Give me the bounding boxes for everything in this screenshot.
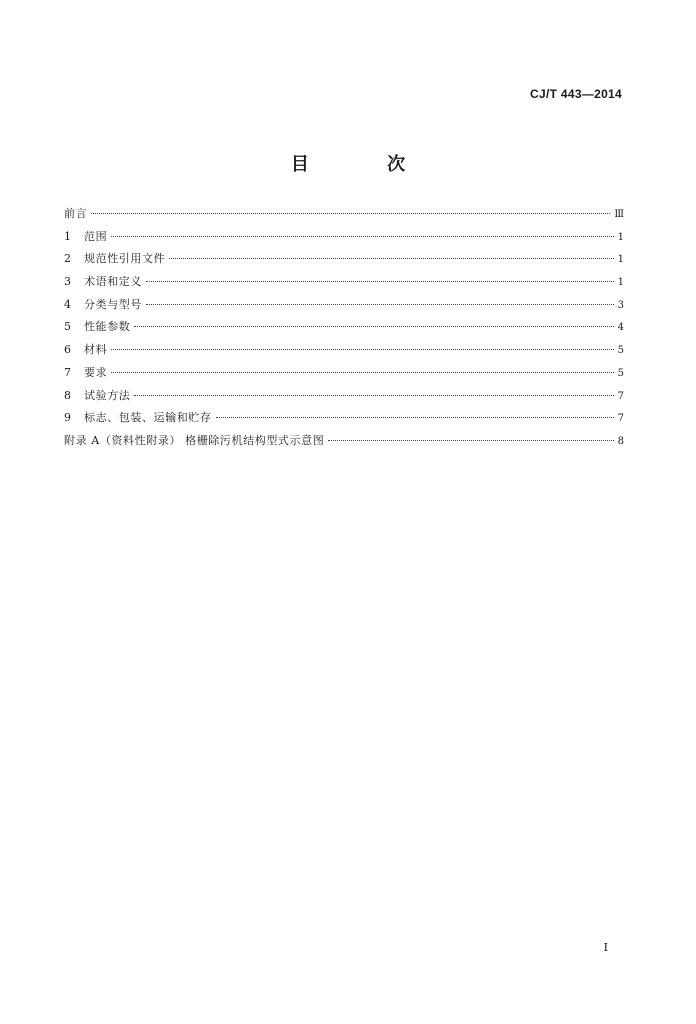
toc-entry-number: 9 (64, 411, 71, 425)
toc-entry-6[interactable] (64, 342, 624, 365)
toc-entry-label: 性能参数 (84, 320, 131, 334)
standard-code: CJ/T 443—2014 (530, 87, 622, 101)
toc-entry-number: 7 (64, 365, 71, 379)
dot-leader (216, 417, 614, 418)
toc-entry-page: 1 (617, 277, 624, 289)
toc-entry-label: 术语和定义 (84, 275, 142, 289)
toc-entry-label: 试验方法 (84, 388, 131, 402)
toc-entry-number: 8 (64, 388, 71, 402)
toc-entry-9[interactable] (64, 410, 624, 433)
toc-entry-number: 4 (64, 297, 71, 311)
toc-entry-page: 1 (617, 231, 624, 243)
dot-leader (91, 213, 610, 214)
toc-entry-number: 5 (64, 320, 71, 334)
toc-entry-number: 1 (64, 229, 71, 243)
dot-leader (134, 326, 613, 327)
page-number: I (603, 941, 608, 954)
dot-leader (111, 349, 613, 350)
toc-entry-label: 范围 (84, 229, 108, 243)
dot-leader (146, 304, 614, 305)
dot-leader (111, 372, 613, 373)
toc-entry-page: 4 (617, 322, 624, 334)
toc-entry-label: 标志、包装、运输和贮存 (84, 411, 212, 425)
toc-entry-page: 3 (617, 299, 624, 311)
toc-entry-5[interactable] (64, 319, 624, 342)
toc-entry-2[interactable] (64, 251, 624, 274)
toc-entry-4[interactable] (64, 297, 624, 320)
toc-entry-number: 6 (64, 343, 71, 357)
toc-entry-page: 1 (617, 254, 624, 266)
toc-entry-page: 5 (617, 367, 624, 379)
toc-entry-label: 材料 (84, 343, 108, 357)
toc-entry-label: 规范性引用文件 (84, 252, 166, 266)
dot-leader (146, 281, 614, 282)
toc-entry-page: 7 (617, 390, 624, 402)
toc-entry-label: 附录 A（资料性附录） 格栅除污机结构型式示意图 (64, 433, 325, 447)
toc-entry-page: 7 (617, 413, 624, 425)
toc-entry-7[interactable] (64, 365, 624, 388)
toc-entry-page: 8 (617, 435, 624, 447)
toc-entry-foreword[interactable] (64, 206, 624, 229)
toc-entry-page: Ⅲ (614, 209, 624, 220)
toc-entry-number: 2 (64, 252, 71, 266)
toc-entry-label: 要求 (84, 365, 108, 379)
toc-entry-number: 3 (64, 275, 71, 289)
page-title: 目 次 (290, 154, 442, 175)
dot-leader (169, 258, 613, 259)
toc-entry-page: 5 (617, 345, 624, 357)
toc-entry-1[interactable] (64, 229, 624, 252)
toc-entry-3[interactable] (64, 274, 624, 297)
dot-leader (134, 395, 613, 396)
toc-entry-appendix-a[interactable] (64, 433, 624, 456)
toc-entry-label: 前言 (64, 207, 88, 220)
dot-leader (328, 440, 613, 441)
toc-entry-label: 分类与型号 (84, 297, 142, 311)
dot-leader (111, 236, 613, 237)
toc-entry-8[interactable] (64, 388, 624, 411)
table-of-contents (64, 206, 624, 456)
